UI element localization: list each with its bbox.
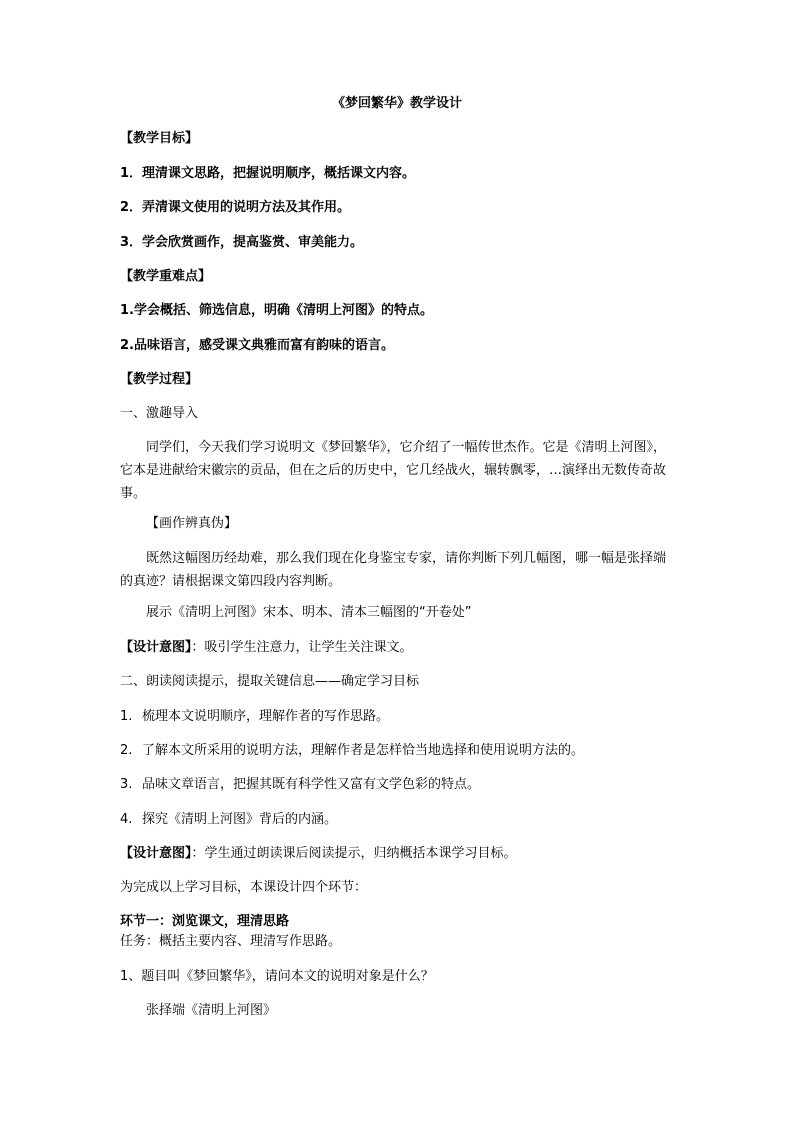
learning-goal-item-3: 3. 品味文章语言，把握其既有科学性又富有文学色彩的特点。 — [120, 777, 481, 792]
step1-question: 1、题目叫《梦回繁华》，请问本文的说明对象是什么？ — [120, 969, 434, 984]
goal-item-3: 3．学会欣赏画作，提高鉴赏、审美能力。 — [120, 235, 364, 250]
step1-task: 任务：概括主要内容、理清写作思路。 — [120, 934, 342, 949]
design-intent-text: ：吸引学生注意力，让学生关注课文。 — [191, 640, 413, 655]
goal-item-1: 1．理清课文思路，把握说明顺序，概括课文内容。 — [120, 166, 416, 181]
section2-title: 二、朗读阅读提示，提取关键信息——确定学习目标 — [120, 674, 420, 689]
learning-goal-item-4: 4. 探究《清明上河图》背后的内涵。 — [120, 812, 338, 827]
step1-answer: 张择端《清明上河图》 — [146, 1003, 277, 1018]
document-title: 《梦回繁华》教学设计 — [331, 96, 462, 111]
keypoint-item-2: 2.品味语言，感受课文典雅而富有韵味的语言。 — [120, 338, 394, 353]
process-heading: 【教学过程】 — [120, 372, 199, 387]
design-intent-label: 【设计意图】 — [120, 640, 192, 655]
keypoints-heading: 【教学重难点】 — [120, 269, 212, 284]
design-intent-label: 【设计意图】 — [120, 846, 192, 861]
section2-design-intent — [120, 846, 680, 862]
activity-paragraph: 既然这幅图历经劫难，那么我们现在化身鉴宝专家，请你判断下列几幅图，哪一幅是张择端的真迹？请根据课文第四段内容判断。 — [120, 551, 667, 589]
section1-intro-paragraph: 同学们，今天我们学习说明文《梦回繁华》，它介绍了一幅传世杰作。它是《清明上河图》，它本是进献给宋徽宗的贡品，但在之后的历史中，它几经战火，辗转飘零，…演绎出无数传奇故事。 — [120, 440, 667, 501]
learning-goal-item-1: 1. 梳理本文说明顺序，理解作者的写作思路。 — [120, 709, 390, 724]
learning-goal-item-2: 2. 了解本文所采用的说明方法，理解作者是怎样恰当地选择和使用说明方法的。 — [120, 743, 585, 758]
keypoint-item-1: 1.学会概括、筛选信息，明确《清明上河图》的特点。 — [120, 303, 433, 318]
section1-design-intent — [120, 640, 680, 656]
design-intent-text: ：学生通过朗读课后阅读提示，归纳概括本课学习目标。 — [191, 846, 517, 861]
display-text: 展示《清明上河图》宋本、明本、清本三幅图的“开卷处” — [146, 605, 472, 620]
activity-heading: 【画作辨真伪】 — [146, 516, 238, 531]
goals-heading: 【教学目标】 — [120, 131, 199, 146]
goal-item-2: 2．弄清课文使用的说明方法及其作用。 — [120, 200, 351, 215]
steps-summary: 为完成以上学习目标，本课设计四个环节： — [120, 880, 368, 895]
section1-title: 一、激趣导入 — [120, 406, 199, 421]
step1-title: 环节一：浏览课文，理清思路 — [120, 914, 290, 929]
